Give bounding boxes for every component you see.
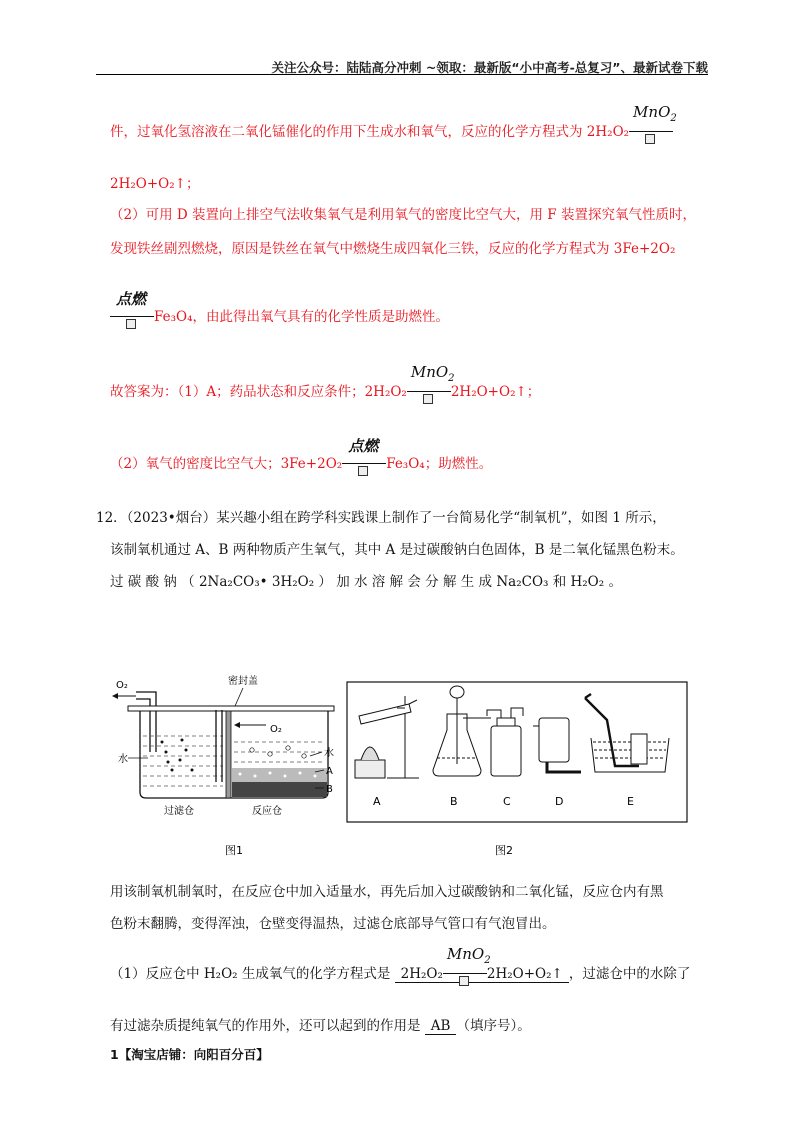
catalyst-mno2 [443,945,491,978]
fig1-o2-in-label: O₂ [270,724,282,735]
question-paragraph-1: 用该制氧机制氧时，在反应仓中加入适量水，再先后加入过碳酸钠和二氧化锰，反应仓内有黑 [110,884,664,900]
fig1-water-left-label: 水 [118,754,128,765]
fig1-filter-label: 过滤仓 [164,806,194,817]
summary-2-text: （2）氧气的密度比空气大；3Fe+2O₂ [110,456,343,472]
fig2-label-c: C [503,795,511,808]
catalyst-text: MnO [446,945,485,963]
apparatus-d [533,718,581,772]
apparatus-a [355,696,419,778]
apparatus-b [433,686,491,776]
catalyst-mno2 [407,363,455,396]
catalyst-sub: 2 [484,955,491,966]
sub-2-tail: （填序号）。 [456,1018,531,1034]
catalyst-sub: 2 [670,113,677,124]
catalyst-mno2 [629,103,677,136]
fig2-caption: 图2 [495,844,513,857]
ignite-text: 点燃 [348,437,379,455]
fig1-label-b: B [326,784,333,795]
page-header: 关注公众号：陆陆高分冲刺 ~领取：最新版“小中高考-总复习”、最新试卷下载 [271,60,708,75]
fig1-solid-b [232,782,327,797]
apparatus-c [487,708,523,776]
placeholder-box-icon [423,394,433,404]
fig2-label-e: E [627,795,634,808]
placeholder-box-icon [358,466,368,476]
catalyst-ignite [342,437,386,468]
question-sub-2 [110,1014,531,1035]
answer-summary-2 [110,437,493,472]
fig2-label-a: A [373,795,381,808]
summary-1-product: 2H₂O+O₂↑； [450,384,541,400]
fig1-o2-out-label: O₂ [116,680,128,691]
fig2-label-b: B [450,795,458,808]
header-rule [96,74,708,75]
answer-blank-2: AB [425,1018,457,1035]
catalyst-text: MnO [410,363,449,381]
answer-line-4-text: Fe₃O₄，由此得出氧气具有的化学性质是助燃性。 [154,309,450,325]
answer-line-1b: 2H₂O+O₂↑； [110,176,200,192]
fig1-caption: 图1 [225,844,243,857]
page-footer: 1【淘宝店铺：向阳百分百】 [110,1047,269,1062]
fig1-in-arrowhead [234,722,240,728]
answer-1-product: 2H₂O+O₂↑ [486,966,563,982]
summary-1-text: 故答案为：（1）A；药品状态和反应条件；2H₂O₂ [110,384,407,400]
sub-1-text: （1）反应仓中 H₂O₂ 生成氧气的化学方程式是 [110,966,391,982]
answer-line-1-text: 件，过氧化氢溶液在二氧化锰催化的作用下生成水和氧气，反应的化学方程式为 2H₂O₂ [110,124,630,140]
question-line-2: 该制氧机通过 A、B 两种物质产生氧气，其中 A 是过碳酸钠白色固体，B 是二氧化锰黑色粉末。 [110,542,684,558]
figure-2-apparatus [345,680,690,865]
apparatus-e [585,694,669,772]
question-sub-1 [110,945,691,983]
fig1-sealed-lid [128,706,334,711]
answer-line-3: 发现铁丝剧烈燃烧，原因是铁丝在氧气中燃烧生成四氧化三铁，反应的化学方程式为 3Fe+2O₂ [110,241,676,257]
ignite-text: 点燃 [116,290,147,308]
sub-2-text: 有过滤杂质提纯氧气的作用外，还可以起到的作用是 [110,1018,421,1034]
placeholder-box-icon [459,976,469,986]
question-paragraph-2: 色粉末翻腾，变得浑浊，仓壁变得温热，过滤仓底部导气管口有气泡冒出。 [110,916,556,932]
placeholder-box-icon [645,134,655,144]
figure-1-oxygen-machine [110,670,340,865]
answer-blank-1 [395,945,569,983]
sub-1-tail: ，过滤仓中的水除了 [568,966,691,982]
answer-line-2: （2）可用 D 装置向上排空气法收集氧气是利用氧气的密度比空气大，用 F 装置探究氧气性质时， [110,207,696,223]
fig1-reactor-label: 反应仓 [252,806,282,817]
fig1-label-a: A [326,766,333,777]
fig1-divider [226,711,231,798]
answer-line-1 [110,103,677,140]
catalyst-sub: 2 [448,373,455,384]
fig1-solid-a [232,768,327,782]
fig2-label-d: D [555,795,564,808]
answer-1-reactant: 2H₂O₂ [400,966,443,982]
fig1-out-arrowhead [112,693,118,699]
catalyst-text: MnO [633,103,671,121]
answer-summary-1 [110,363,541,400]
answer-line-4 [110,290,450,325]
catalyst-ignite [110,290,154,321]
question-line-3: 过 碳 酸 钠 （ 2Na₂CO₃• 3H₂O₂ ） 加 水 溶 解 会 分 解 生 成 Na₂CO₃ 和 H₂O₂ 。 [110,574,622,590]
question-line-1: 12．（2023•烟台）某兴趣小组在跨学科实践课上制作了一台简易化学“制氧机”，如图 1 所示， [96,510,666,526]
fig1-water-right-label: 水 [324,748,334,759]
placeholder-box-icon [126,319,136,329]
summary-2-product: Fe₃O₄；助燃性。 [386,456,493,472]
fig1-lid-label: 密封盖 [228,676,258,687]
